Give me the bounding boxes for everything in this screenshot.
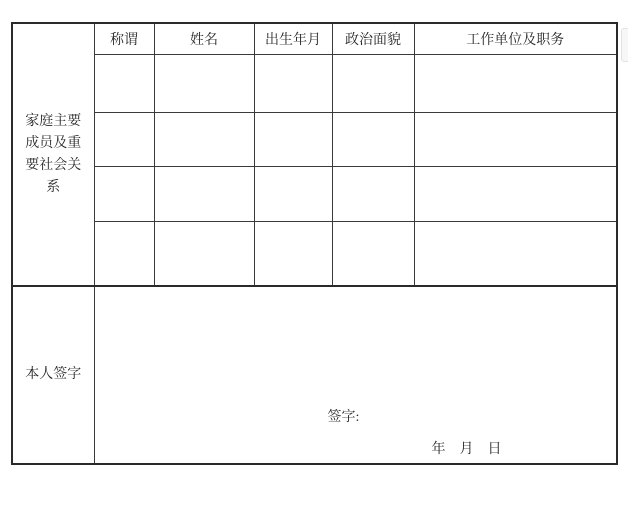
family-cell-political-status[interactable] bbox=[332, 112, 414, 166]
family-cell-name[interactable] bbox=[154, 221, 254, 286]
family-cell-birthdate[interactable] bbox=[254, 166, 332, 221]
column-header-political-status: 政治面貌 bbox=[332, 23, 414, 54]
family-cell-title[interactable] bbox=[94, 112, 154, 166]
date-placeholder-label: 年 月 日 bbox=[431, 442, 502, 457]
family-member-row bbox=[12, 54, 617, 112]
family-cell-work-unit-position[interactable] bbox=[414, 112, 617, 166]
family-cell-name[interactable] bbox=[154, 112, 254, 166]
signature-row-label-text: 本人签字 bbox=[25, 367, 82, 382]
family-and-signature-form-table bbox=[11, 22, 618, 465]
family-cell-political-status[interactable] bbox=[332, 166, 414, 221]
signature-prompt-label: 签字: bbox=[327, 410, 360, 425]
signature-row-label bbox=[12, 286, 94, 464]
family-cell-name[interactable] bbox=[154, 54, 254, 112]
family-members-row-label-text: 家庭主要成员及重要社会关系 bbox=[25, 113, 82, 195]
signature-row bbox=[12, 286, 617, 464]
family-cell-title[interactable] bbox=[94, 54, 154, 112]
family-cell-title[interactable] bbox=[94, 221, 154, 286]
family-cell-birthdate[interactable] bbox=[254, 54, 332, 112]
family-cell-title[interactable] bbox=[94, 166, 154, 221]
right-edge-clipped-button[interactable] bbox=[621, 28, 628, 62]
signature-area[interactable] bbox=[94, 286, 617, 464]
column-header-birthdate: 出生年月 bbox=[254, 23, 332, 54]
family-member-row bbox=[12, 112, 617, 166]
family-cell-birthdate[interactable] bbox=[254, 112, 332, 166]
family-member-row bbox=[12, 221, 617, 286]
family-cell-work-unit-position[interactable] bbox=[414, 166, 617, 221]
family-cell-work-unit-position[interactable] bbox=[414, 54, 617, 112]
family-cell-name[interactable] bbox=[154, 166, 254, 221]
table-header-row bbox=[12, 23, 617, 54]
family-cell-birthdate[interactable] bbox=[254, 221, 332, 286]
family-cell-political-status[interactable] bbox=[332, 221, 414, 286]
family-member-row bbox=[12, 166, 617, 221]
column-header-title: 称谓 bbox=[94, 23, 154, 54]
column-header-work-unit-position: 工作单位及职务 bbox=[414, 23, 617, 54]
family-members-row-label bbox=[12, 23, 94, 286]
family-cell-political-status[interactable] bbox=[332, 54, 414, 112]
family-cell-work-unit-position[interactable] bbox=[414, 221, 617, 286]
column-header-name: 姓名 bbox=[154, 23, 254, 54]
